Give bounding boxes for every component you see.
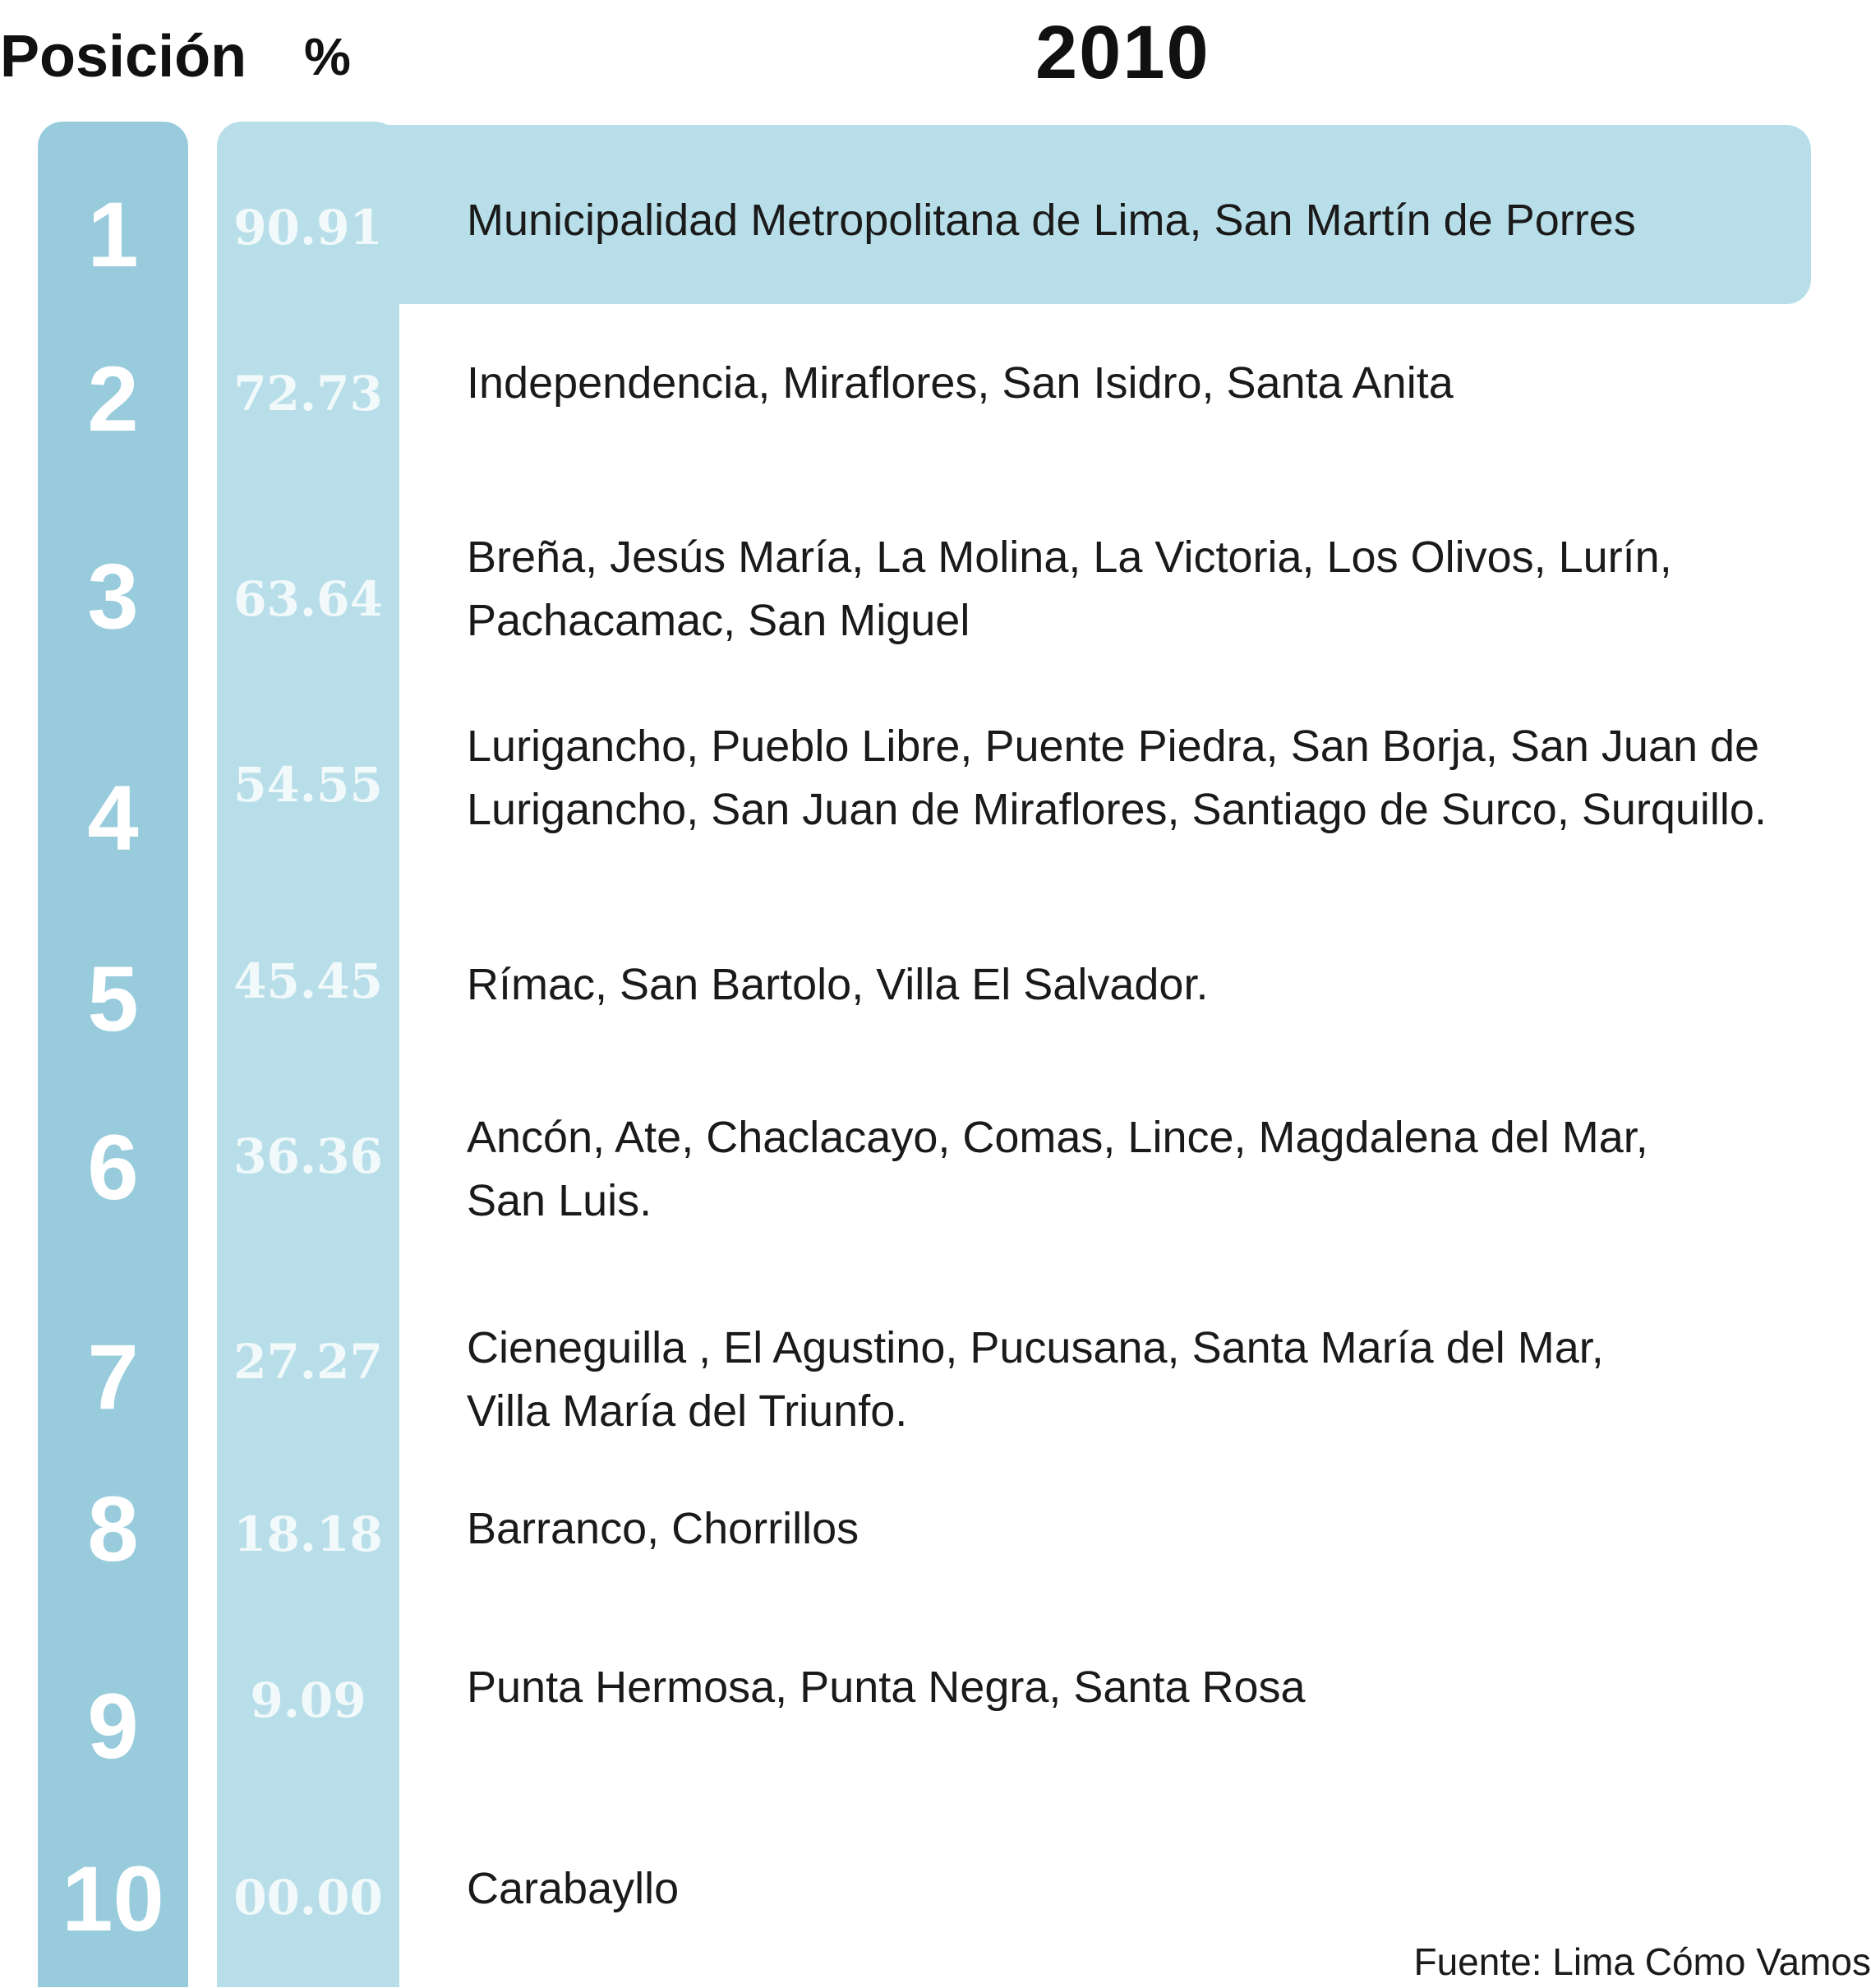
position-header: Posición	[0, 24, 247, 90]
percent-value: 72.73	[233, 366, 383, 422]
district-list: Ancón, Ate, Chaclacayo, Comas, Lince, Magdalena del Mar, San Luis.	[467, 1113, 1648, 1225]
source-note: Fuente: Lima Cómo Vamos	[1413, 1940, 1871, 1983]
rank-number: 7	[87, 1326, 139, 1428]
district-list: Barranco, Chorrillos	[467, 1504, 859, 1553]
district-list: Independencia, Miraflores, San Isidro, Santa Anita	[467, 358, 1454, 408]
percent-value: 63.64	[233, 571, 383, 627]
district-list: Breña, Jesús María, La Molina, La Victoria, Los Olivos, Lurín, Pachacamac, San Miguel	[467, 533, 1672, 645]
year-header: 2010	[1035, 11, 1210, 95]
percent-value: 90.91	[233, 200, 383, 256]
district-list: Lurigancho, Pueblo Libre, Puente Piedra, San Borja, San Juan de Lurigancho, San Juan de Miraflores, Santiago de Surco, Surquillo.	[467, 722, 1767, 834]
percent-value: 45.45	[233, 953, 383, 1009]
percent-value: 00.00	[233, 1870, 383, 1926]
rank-number: 4	[87, 767, 139, 869]
rank-number: 2	[87, 348, 139, 450]
rank-number: 1	[87, 183, 139, 286]
percent-value: 27.27	[233, 1334, 383, 1390]
rank-number: 5	[87, 948, 139, 1050]
district-list: Municipalidad Metropolitana de Lima, San Martín de Porres	[467, 196, 1636, 245]
rank-number: 9	[87, 1675, 139, 1778]
rank-number: 8	[87, 1478, 139, 1580]
percent-value: 54.55	[233, 757, 383, 813]
district-list: Carabayllo	[467, 1864, 680, 1913]
district-list: Rímac, San Bartolo, Villa El Salvador.	[467, 960, 1209, 1009]
percent-value: 36.36	[233, 1128, 383, 1184]
district-list: Punta Hermosa, Punta Negra, Santa Rosa	[467, 1663, 1306, 1712]
percent-value: 9.09	[250, 1672, 366, 1728]
rank-number: 6	[87, 1116, 139, 1219]
rank-number: 10	[62, 1847, 164, 1950]
district-list: Cieneguilla , El Agustino, Pucusana, Santa María del Mar, Villa María del Triunfo.	[467, 1323, 1604, 1436]
rank-number: 3	[87, 545, 139, 648]
percent-value: 18.18	[233, 1506, 383, 1562]
percent-header: %	[304, 27, 351, 86]
